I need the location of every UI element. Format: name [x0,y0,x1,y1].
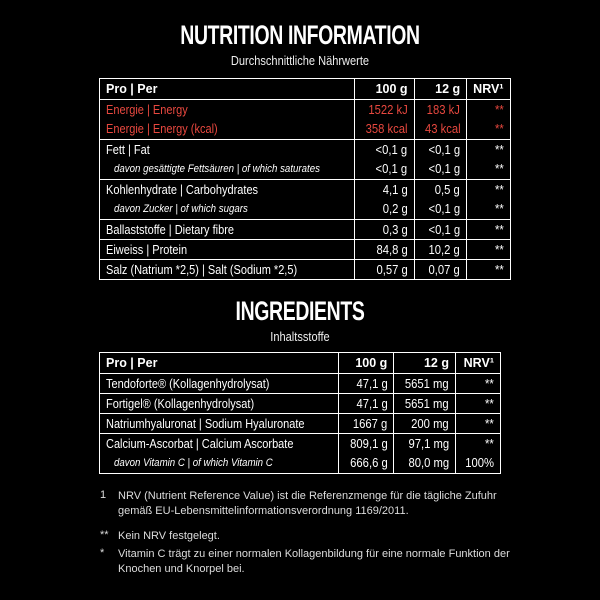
footnote-text: Vitamin C trägt zu einer normalen Kollagenbildung für eine normale Funktion der Knochen und Knorpel bei. [118,548,510,575]
row-label [100,374,339,394]
row-value-100g-text: 47,1 g [355,396,388,411]
table-row [100,220,511,240]
row-label [100,160,355,180]
row-nrv [456,434,501,454]
row-nrv-text: ** [485,376,494,391]
row-label-text: Salz (Natrium *2,5) | Salt (Sodium *2,5) [106,262,298,277]
row-nrv [467,240,510,260]
row-value-100g-text: 0,57 g [376,262,408,277]
row-value-100g-text: 0,2 g [382,202,408,217]
row-value-100g-text: 84,8 g [376,242,408,257]
row-value-100g-text: <0,1 g [375,162,408,177]
table-row [100,394,501,414]
row-value-12g [394,434,456,454]
row-value-100g [355,140,415,160]
row-value-100g-text: 358 kcal [365,122,408,137]
row-value-12g [394,414,456,434]
row-value-12g [394,394,456,414]
table-row [100,434,501,454]
row-nrv-text: ** [494,242,504,257]
footnote-text: Kein NRV festgelegt. [118,530,220,542]
row-nrv [456,394,501,414]
row-value-12g-text: 0,5 g [435,182,461,197]
row-label-text: Ballaststoffe | Dietary fibre [106,222,234,237]
table-header-row [100,353,501,374]
table-row [100,180,511,200]
row-value-100g [355,120,415,140]
row-label [100,454,339,474]
row-nrv-text: ** [494,222,504,237]
row-value-100g [355,240,415,260]
row-value-100g-text: 809,1 g [349,436,388,451]
row-value-12g [414,120,467,140]
table-row [100,140,511,160]
table-row [100,260,511,280]
row-value-12g [414,260,467,280]
row-label [100,414,339,434]
footnote-mark: * [100,547,105,559]
row-value-100g [338,414,394,434]
nutrition-title: NUTRITION INFORMATION [180,20,420,50]
row-value-100g-text: 1522 kJ [368,102,408,117]
row-label-text: Energie | Energy [106,102,188,117]
row-value-12g [414,180,467,200]
table-row [100,200,511,220]
footnote-mark: ** [100,529,109,541]
row-nrv-text: ** [494,122,504,137]
row-value-12g-text: 97,1 mg [408,436,449,451]
table-row [100,100,511,120]
row-value-100g [338,394,394,414]
row-label-text: Tendoforte® (Kollagenhydrolysat) [106,376,270,391]
row-nrv [467,220,510,240]
row-value-12g-text: <0,1 g [428,162,461,177]
row-value-12g-text: 5651 mg [405,376,449,391]
row-value-12g-text: <0,1 g [428,202,461,217]
row-label [100,120,355,140]
row-label [100,100,355,120]
row-label [100,220,355,240]
row-label [100,434,339,454]
row-value-100g-text: 4,1 g [382,182,408,197]
header-nrv: NRV¹ [467,79,510,100]
row-value-100g [355,260,415,280]
row-nrv [467,100,510,120]
row-value-12g [414,140,467,160]
row-value-100g [338,454,394,474]
row-label-text: davon gesättigte Fettsäuren | of which saturates [114,163,320,176]
row-nrv [467,180,510,200]
row-nrv-text: ** [485,396,494,411]
row-nrv-text: ** [494,202,504,217]
row-label-text: Fortigel® (Kollagenhydrolysat) [106,396,255,411]
row-label-text: Calcium-Ascorbat | Calcium Ascorbate [106,436,294,451]
row-nrv [456,374,501,394]
row-value-12g [414,100,467,120]
header-12g: 12 g [394,353,456,374]
row-nrv-text: ** [494,162,504,177]
row-nrv [467,120,510,140]
table-row [100,454,501,474]
row-value-12g [414,160,467,180]
row-value-12g-text: <0,1 g [428,222,461,237]
row-value-100g [355,200,415,220]
row-nrv-text: ** [485,436,494,451]
footnote-text: NRV (Nutrient Reference Value) ist die Referenzmenge für die tägliche Zufuhr gemäß EU-Lebensmittelinformationsverordnung 1169/2011. [118,490,497,517]
row-value-12g-text: 43 kcal [424,122,461,137]
row-value-100g [355,220,415,240]
row-label [100,394,339,414]
row-value-100g [355,180,415,200]
row-value-12g-text: 183 kJ [427,102,461,117]
row-nrv-text: ** [485,416,494,431]
header-per: Pro | Per [100,353,339,374]
row-label-text: Natriumhyaluronat | Sodium Hyaluronate [106,416,305,431]
row-label [100,260,355,280]
table-row [100,374,501,394]
table-row [100,160,511,180]
row-nrv [467,160,510,180]
ingredients-table [99,352,501,474]
row-nrv [456,454,501,474]
table-header-row [100,79,511,100]
row-value-12g-text: 200 mg [411,416,449,431]
header-per: Pro | Per [100,79,355,100]
header-nrv: NRV¹ [456,353,501,374]
row-value-12g-text: 5651 mg [405,396,449,411]
footnote-mark: 1 [100,489,107,501]
row-value-100g-text: 47,1 g [355,376,388,391]
row-value-12g-text: 10,2 g [428,242,461,257]
row-nrv [467,140,510,160]
row-nrv [467,200,510,220]
row-label-text: davon Zucker | of which sugars [114,203,248,216]
ingredients-subtitle: Inhaltsstoffe [270,329,330,344]
nutrition-table [99,78,511,280]
row-label-text: Eiweiss | Protein [106,242,188,257]
row-nrv-text: ** [494,102,504,117]
row-value-100g [355,100,415,120]
row-value-12g-text: <0,1 g [428,142,461,157]
row-value-12g [414,220,467,240]
table-row [100,240,511,260]
row-value-12g [414,200,467,220]
ingredients-title: INGREDIENTS [235,296,365,326]
row-label-text: davon Vitamin C | of which Vitamin C [114,457,273,470]
table-row [100,414,501,434]
nutrition-subtitle: Durchschnittliche Nährwerte [230,53,370,68]
row-label [100,180,355,200]
row-label [100,240,355,260]
row-value-100g-text: 0,3 g [382,222,408,237]
row-value-100g-text: 666,6 g [349,456,388,471]
header-12g: 12 g [414,79,467,100]
row-value-100g [355,160,415,180]
row-nrv [467,260,510,280]
row-nrv-text: ** [494,182,504,197]
row-label-text: Fett | Fat [106,142,150,157]
row-value-100g [338,434,394,454]
row-label-text: Kohlenhydrate | Carbohydrates [106,182,259,197]
row-value-12g [394,374,456,394]
table-row [100,120,511,140]
row-value-100g [338,374,394,394]
row-value-12g [414,240,467,260]
row-nrv-text: 100% [465,456,494,471]
row-nrv-text: ** [494,142,504,157]
row-label-text: Energie | Energy (kcal) [106,122,218,137]
row-nrv [456,414,501,434]
row-value-12g [394,454,456,474]
row-value-100g-text: <0,1 g [375,142,408,157]
row-label [100,140,355,160]
row-value-12g-text: 80,0 mg [408,456,449,471]
row-value-100g-text: 1667 g [352,416,388,431]
header-100g: 100 g [338,353,394,374]
header-100g: 100 g [355,79,415,100]
row-value-12g-text: 0,07 g [428,262,461,277]
row-nrv-text: ** [494,262,504,277]
row-label [100,200,355,220]
